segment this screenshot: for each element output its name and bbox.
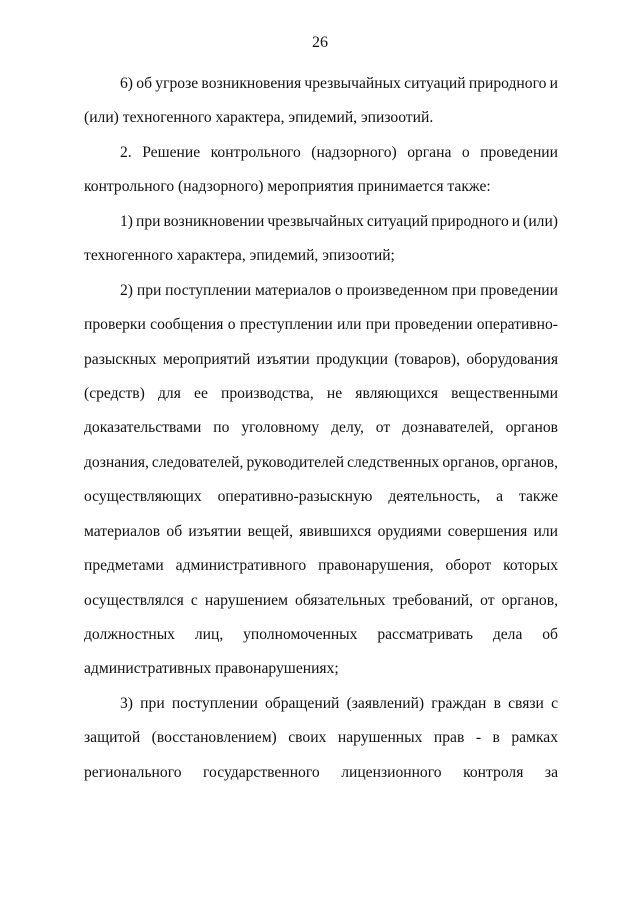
text-line <box>84 449 558 483</box>
text-line <box>84 104 558 138</box>
text-line <box>84 414 558 448</box>
page-number: 26 <box>312 34 328 51</box>
text-line-content: разыскных мероприятий изъятии продукции (товаров), оборудования <box>84 350 558 368</box>
text-line-content: 3) при поступлении обращений (заявлений) граждан в связи с <box>120 694 558 712</box>
text-line-content: (средств) для ее производства, не являющихся вещественными <box>84 384 558 402</box>
text-line <box>84 724 558 758</box>
text-line <box>84 380 558 414</box>
text-line-content: проверки сообщения о преступлении или при проведении оперативно- <box>84 316 558 334</box>
text-line-content: административных правонарушениях; <box>84 660 339 678</box>
text-line-content: предметами административного правонарушения, оборот которых <box>84 557 558 575</box>
text-line-content: материалов об изъятии вещей, явившихся орудиями совершения или <box>84 522 558 540</box>
text-line-content: дознания, следователей, руководителей следственных органов, органов, <box>84 453 558 471</box>
text-line <box>84 311 558 345</box>
text-line <box>84 346 558 380</box>
text-line <box>84 690 558 724</box>
text-line-content: контрольного (надзорного) мероприятия принимается также: <box>84 178 491 196</box>
text-line <box>84 518 558 552</box>
text-line <box>84 277 558 311</box>
text-line <box>84 139 558 173</box>
text-line-content: 2. Решение контрольного (надзорного) органа о проведении <box>120 143 558 161</box>
text-line <box>84 70 558 104</box>
document-body <box>84 70 558 793</box>
text-line-content: доказательствами по уголовному делу, от дознавателей, органов <box>84 419 558 437</box>
text-line <box>84 173 558 207</box>
text-line <box>84 483 558 517</box>
text-line <box>84 655 558 689</box>
text-line-content: осуществляющих оперативно-разыскную деятельность, а также <box>84 488 558 506</box>
text-line-content: (или) техногенного характера, эпидемий, эпизоотий. <box>84 109 434 127</box>
text-line <box>84 242 558 276</box>
text-line-content: 1) при возникновении чрезвычайных ситуаций природного и (или) <box>120 212 558 230</box>
text-line-content: регионального государственного лицензионного контроля за <box>84 763 558 781</box>
text-line-content: 6) об угрозе возникновения чрезвычайных ситуаций природного и <box>120 75 558 92</box>
text-line <box>84 208 558 242</box>
text-line-content: 2) при поступлении материалов о произведенном при проведении <box>120 281 558 299</box>
text-line <box>84 587 558 621</box>
text-line-content: осуществлялся с нарушением обязательных требований, от органов, <box>84 591 558 609</box>
text-line <box>84 621 558 655</box>
text-line-content: должностных лиц, уполномоченных рассматривать дела об <box>84 626 558 643</box>
text-line <box>84 552 558 586</box>
text-line-content: техногенного характера, эпидемий, эпизоотий; <box>84 247 395 265</box>
text-line <box>84 759 558 793</box>
text-line-content: защитой (восстановлением) своих нарушенных прав - в рамках <box>84 729 558 747</box>
